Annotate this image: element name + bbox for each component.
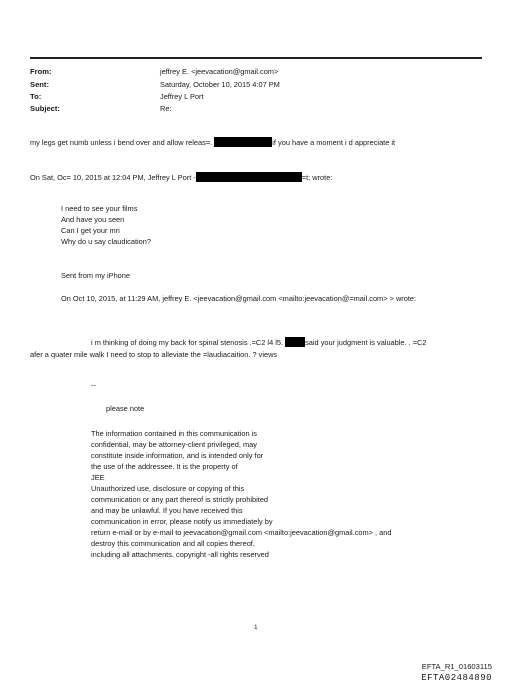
nested-quote-line-1 <box>91 337 427 347</box>
subject-label: Subject: <box>30 104 60 113</box>
sent-value: Saturday, October 10, 2015 4:07 PM <box>160 80 280 89</box>
sent-from-line: Sent from my iPhone <box>61 271 131 280</box>
please-note-line: please note <box>106 404 145 413</box>
document-id-secondary: EFTA02484890 <box>421 673 492 683</box>
quoted-header-1-end: =t; wrote: <box>301 173 333 182</box>
subject-value: Re: <box>160 104 172 113</box>
disclaimer-line: communication or any part thereof is strictly prohibited <box>91 495 269 504</box>
disclaimer-line: The information contained in this communication is <box>91 429 257 438</box>
from-value: jeffrey E. <jeevacation@gmail.com> <box>160 67 279 76</box>
to-label: To: <box>30 92 42 101</box>
document-id-primary: EFTA_R1_01603115 <box>421 662 492 671</box>
nested-quote-line-1-start: i m thinking of doing my back for spinal stenosis .=C2 l4 l5. <box>91 338 284 347</box>
quoted-line: And have you seen <box>61 215 125 224</box>
disclaimer-line: communication in error, please notify us immediately by <box>91 517 273 526</box>
sent-label: Sent: <box>30 80 49 89</box>
redaction-box <box>214 137 272 147</box>
quoted-line: I need to see your films <box>61 204 138 213</box>
redaction-box <box>196 172 302 182</box>
body-line-1 <box>30 137 395 147</box>
body-line-1-end: if you have a moment i d appreciate it <box>272 138 396 147</box>
disclaimer-line: confidential, may be attorney-client privileged, may <box>91 440 257 449</box>
nested-quote-line-1-end: said your judgment is valuable. . =C2 <box>305 338 427 347</box>
quoted-header-1 <box>30 172 332 182</box>
disclaimer-line: return e-mail or by e-mail to jeevacation@gmail.com <mailto:jeevacation@gmail.com> , and <box>91 528 392 537</box>
disclaimer-line: destroy this communication and all copies thereof, <box>91 539 255 548</box>
disclaimer-line: Unauthorized use, disclosure or copying of this <box>91 484 245 493</box>
signature-separator: -- <box>91 381 96 390</box>
quoted-header-1-start: On Sat, Oc= 10, 2015 at 12:04 PM, Jeffrey L Port - <box>30 173 196 182</box>
nested-quote-line-2: afer a quater mile walk I need to stop to alleviate the =laudiacaition. ? views <box>30 350 278 359</box>
disclaimer-line: constitute inside information, and is intended only for <box>91 451 264 460</box>
header-rule <box>30 57 482 59</box>
quoted-line: Why do u say claudication? <box>61 237 151 246</box>
page-number: 1 <box>254 624 258 631</box>
quoted-header-2: On Oct 10, 2015, at 11:29 AM, jeffrey E. <jeevacation@gmail.com <mailto:jeevacation@=mail.com> > wrote: <box>61 294 417 303</box>
body-line-1-start: my legs get numb unless i bend over and allow releas=. <box>30 138 213 147</box>
to-value: Jeffrey L Port <box>160 92 204 101</box>
from-label: From: <box>30 67 52 76</box>
redaction-box <box>285 337 305 347</box>
disclaimer-line: and may be unlawful. If you have received this <box>91 506 243 515</box>
disclaimer-line: JEE <box>91 473 105 482</box>
quoted-line: Can I get your mri <box>61 226 120 235</box>
disclaimer-line: including all attachments. copyright -all rights reserved <box>91 550 269 559</box>
disclaimer-line: the use of the addressee. It is the property of <box>91 462 238 471</box>
